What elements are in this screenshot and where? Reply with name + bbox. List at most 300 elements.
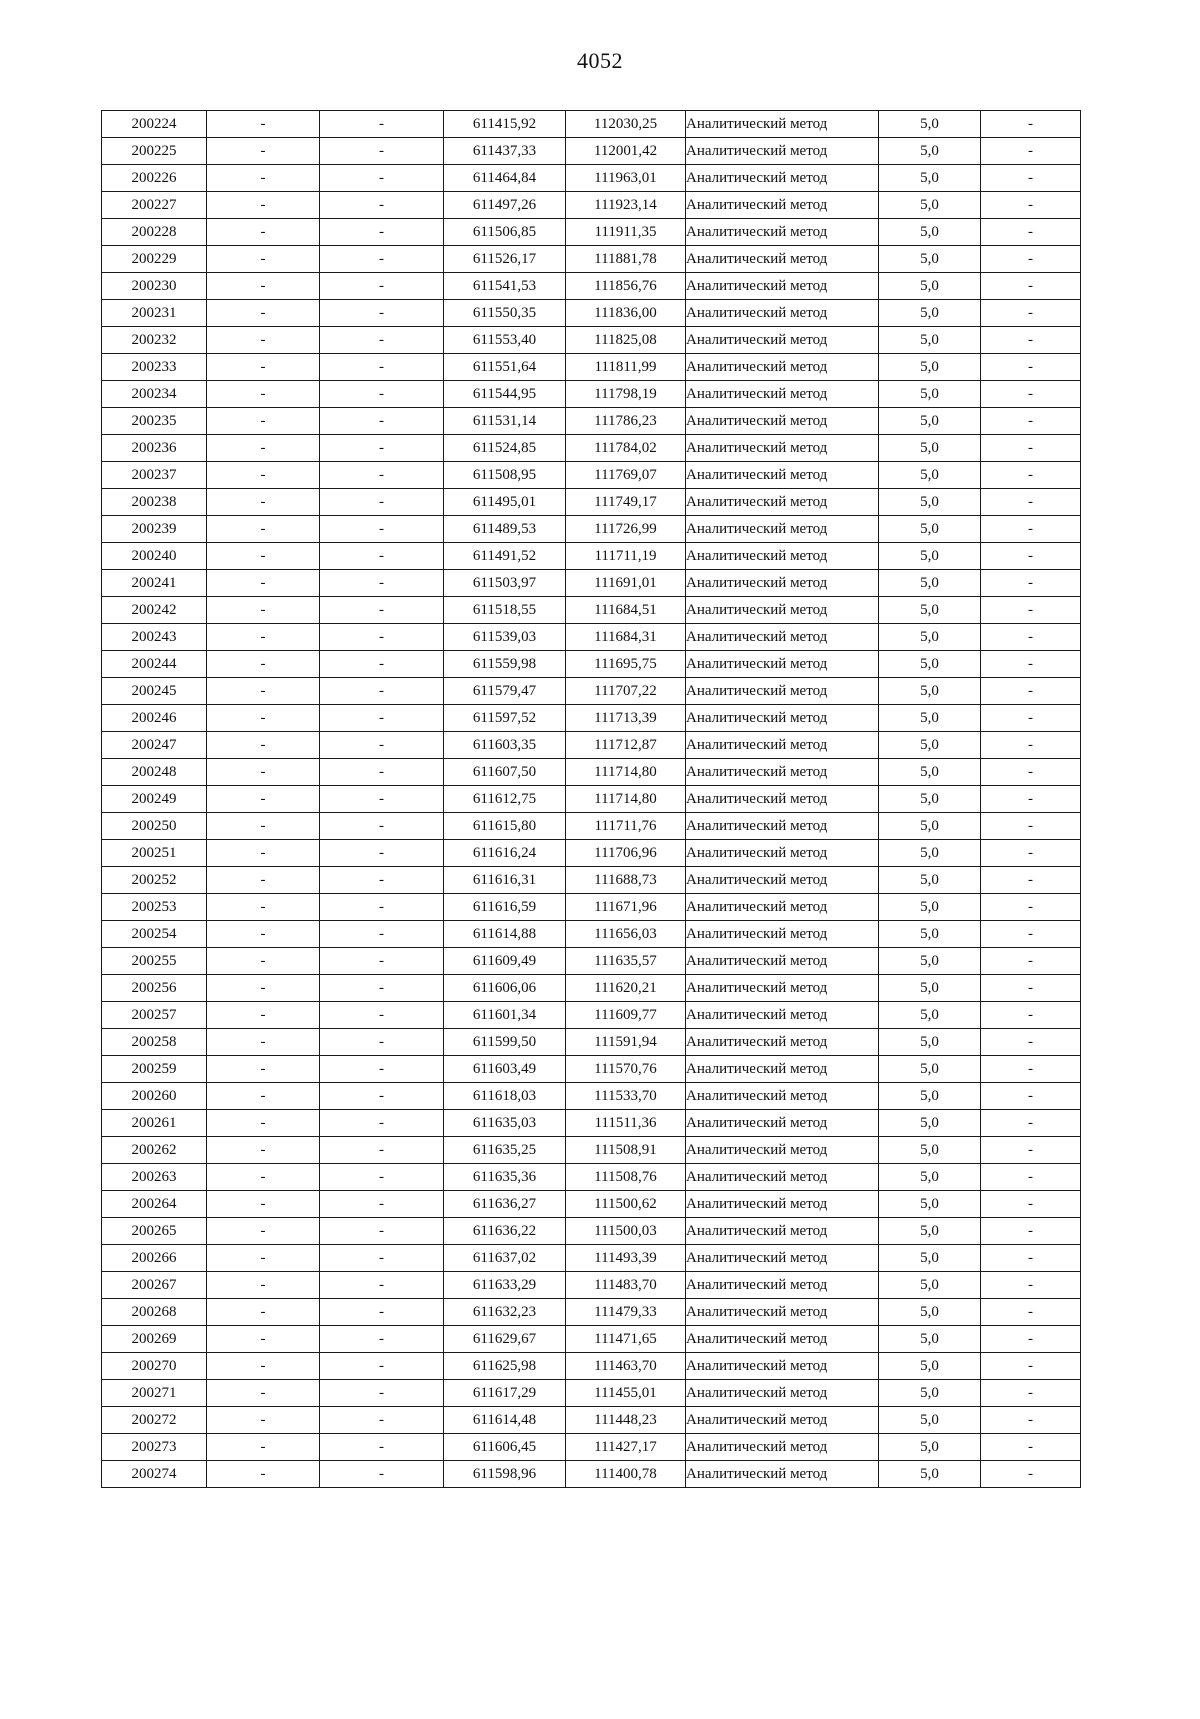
empty-cell-1: - <box>207 435 320 462</box>
empty-cell-1: - <box>207 300 320 327</box>
y-coordinate-cell: 111479,33 <box>566 1299 686 1326</box>
empty-cell-3: - <box>981 138 1081 165</box>
y-coordinate-cell: 111400,78 <box>566 1461 686 1488</box>
x-coordinate-cell: 611550,35 <box>444 300 566 327</box>
empty-cell-1: - <box>207 1218 320 1245</box>
empty-cell-3: - <box>981 1083 1081 1110</box>
y-coordinate-cell: 111570,76 <box>566 1056 686 1083</box>
point-id-cell: 200265 <box>102 1218 207 1245</box>
empty-cell-1: - <box>207 1407 320 1434</box>
method-cell: Аналитический метод <box>686 273 879 300</box>
x-coordinate-cell: 611579,47 <box>444 678 566 705</box>
x-coordinate-cell: 611497,26 <box>444 192 566 219</box>
table-row <box>102 138 1081 165</box>
method-cell: Аналитический метод <box>686 1164 879 1191</box>
empty-cell-2: - <box>320 516 444 543</box>
empty-cell-2: - <box>320 651 444 678</box>
empty-cell-2: - <box>320 1326 444 1353</box>
point-id-cell: 200256 <box>102 975 207 1002</box>
accuracy-cell: 5,0 <box>879 219 981 246</box>
point-id-cell: 200257 <box>102 1002 207 1029</box>
accuracy-cell: 5,0 <box>879 1380 981 1407</box>
empty-cell-2: - <box>320 1380 444 1407</box>
empty-cell-1: - <box>207 759 320 786</box>
empty-cell-3: - <box>981 165 1081 192</box>
accuracy-cell: 5,0 <box>879 975 981 1002</box>
y-coordinate-cell: 111856,76 <box>566 273 686 300</box>
point-id-cell: 200248 <box>102 759 207 786</box>
empty-cell-3: - <box>981 1380 1081 1407</box>
accuracy-cell: 5,0 <box>879 678 981 705</box>
point-id-cell: 200263 <box>102 1164 207 1191</box>
method-cell: Аналитический метод <box>686 1218 879 1245</box>
table-row <box>102 975 1081 1002</box>
y-coordinate-cell: 111798,19 <box>566 381 686 408</box>
empty-cell-3: - <box>981 1218 1081 1245</box>
accuracy-cell: 5,0 <box>879 111 981 138</box>
empty-cell-2: - <box>320 543 444 570</box>
x-coordinate-cell: 611495,01 <box>444 489 566 516</box>
accuracy-cell: 5,0 <box>879 543 981 570</box>
empty-cell-1: - <box>207 1056 320 1083</box>
x-coordinate-cell: 611625,98 <box>444 1353 566 1380</box>
y-coordinate-cell: 111427,17 <box>566 1434 686 1461</box>
x-coordinate-cell: 611503,97 <box>444 570 566 597</box>
x-coordinate-cell: 611601,34 <box>444 1002 566 1029</box>
x-coordinate-cell: 611559,98 <box>444 651 566 678</box>
x-coordinate-cell: 611612,75 <box>444 786 566 813</box>
y-coordinate-cell: 111695,75 <box>566 651 686 678</box>
empty-cell-3: - <box>981 192 1081 219</box>
method-cell: Аналитический метод <box>686 1056 879 1083</box>
point-id-cell: 200270 <box>102 1353 207 1380</box>
empty-cell-1: - <box>207 219 320 246</box>
method-cell: Аналитический метод <box>686 1380 879 1407</box>
table-row <box>102 1056 1081 1083</box>
table-row <box>102 408 1081 435</box>
empty-cell-3: - <box>981 570 1081 597</box>
empty-cell-2: - <box>320 327 444 354</box>
y-coordinate-cell: 111684,31 <box>566 624 686 651</box>
table-row <box>102 435 1081 462</box>
table-row <box>102 165 1081 192</box>
table-row <box>102 1299 1081 1326</box>
accuracy-cell: 5,0 <box>879 300 981 327</box>
table-row <box>102 813 1081 840</box>
method-cell: Аналитический метод <box>686 165 879 192</box>
point-id-cell: 200266 <box>102 1245 207 1272</box>
empty-cell-3: - <box>981 597 1081 624</box>
point-id-cell: 200242 <box>102 597 207 624</box>
empty-cell-3: - <box>981 678 1081 705</box>
method-cell: Аналитический метод <box>686 1326 879 1353</box>
point-id-cell: 200261 <box>102 1110 207 1137</box>
empty-cell-1: - <box>207 1083 320 1110</box>
x-coordinate-cell: 611437,33 <box>444 138 566 165</box>
method-cell: Аналитический метод <box>686 435 879 462</box>
point-id-cell: 200228 <box>102 219 207 246</box>
empty-cell-2: - <box>320 1461 444 1488</box>
empty-cell-1: - <box>207 246 320 273</box>
table-row <box>102 192 1081 219</box>
accuracy-cell: 5,0 <box>879 1434 981 1461</box>
empty-cell-1: - <box>207 1299 320 1326</box>
accuracy-cell: 5,0 <box>879 1245 981 1272</box>
empty-cell-3: - <box>981 1056 1081 1083</box>
method-cell: Аналитический метод <box>686 1083 879 1110</box>
empty-cell-1: - <box>207 1110 320 1137</box>
y-coordinate-cell: 111707,22 <box>566 678 686 705</box>
empty-cell-3: - <box>981 1272 1081 1299</box>
empty-cell-1: - <box>207 354 320 381</box>
empty-cell-3: - <box>981 1164 1081 1191</box>
point-id-cell: 200269 <box>102 1326 207 1353</box>
empty-cell-1: - <box>207 1137 320 1164</box>
empty-cell-1: - <box>207 597 320 624</box>
empty-cell-1: - <box>207 624 320 651</box>
method-cell: Аналитический метод <box>686 1137 879 1164</box>
method-cell: Аналитический метод <box>686 246 879 273</box>
empty-cell-3: - <box>981 543 1081 570</box>
table-row <box>102 867 1081 894</box>
table-row <box>102 1380 1081 1407</box>
accuracy-cell: 5,0 <box>879 435 981 462</box>
method-cell: Аналитический метод <box>686 705 879 732</box>
empty-cell-2: - <box>320 1083 444 1110</box>
table-row <box>102 543 1081 570</box>
empty-cell-3: - <box>981 462 1081 489</box>
x-coordinate-cell: 611518,55 <box>444 597 566 624</box>
empty-cell-1: - <box>207 1002 320 1029</box>
accuracy-cell: 5,0 <box>879 1056 981 1083</box>
table-row <box>102 732 1081 759</box>
empty-cell-1: - <box>207 516 320 543</box>
point-id-cell: 200233 <box>102 354 207 381</box>
table-row <box>102 273 1081 300</box>
point-id-cell: 200230 <box>102 273 207 300</box>
y-coordinate-cell: 111635,57 <box>566 948 686 975</box>
y-coordinate-cell: 111463,70 <box>566 1353 686 1380</box>
empty-cell-2: - <box>320 354 444 381</box>
point-id-cell: 200225 <box>102 138 207 165</box>
empty-cell-3: - <box>981 732 1081 759</box>
table-row <box>102 1245 1081 1272</box>
x-coordinate-cell: 611464,84 <box>444 165 566 192</box>
y-coordinate-cell: 111684,51 <box>566 597 686 624</box>
y-coordinate-cell: 111714,80 <box>566 759 686 786</box>
accuracy-cell: 5,0 <box>879 1029 981 1056</box>
empty-cell-2: - <box>320 273 444 300</box>
empty-cell-2: - <box>320 219 444 246</box>
empty-cell-2: - <box>320 759 444 786</box>
y-coordinate-cell: 111483,70 <box>566 1272 686 1299</box>
empty-cell-1: - <box>207 489 320 516</box>
empty-cell-1: - <box>207 192 320 219</box>
point-id-cell: 200254 <box>102 921 207 948</box>
empty-cell-3: - <box>981 894 1081 921</box>
empty-cell-2: - <box>320 894 444 921</box>
empty-cell-2: - <box>320 678 444 705</box>
empty-cell-3: - <box>981 1326 1081 1353</box>
x-coordinate-cell: 611489,53 <box>444 516 566 543</box>
empty-cell-3: - <box>981 813 1081 840</box>
y-coordinate-cell: 111811,99 <box>566 354 686 381</box>
empty-cell-3: - <box>981 624 1081 651</box>
method-cell: Аналитический метод <box>686 975 879 1002</box>
accuracy-cell: 5,0 <box>879 381 981 408</box>
empty-cell-1: - <box>207 1245 320 1272</box>
accuracy-cell: 5,0 <box>879 1137 981 1164</box>
table-row <box>102 921 1081 948</box>
method-cell: Аналитический метод <box>686 219 879 246</box>
table-row <box>102 327 1081 354</box>
table-row <box>102 1272 1081 1299</box>
empty-cell-3: - <box>981 1407 1081 1434</box>
method-cell: Аналитический метод <box>686 921 879 948</box>
method-cell: Аналитический метод <box>686 1245 879 1272</box>
table-row <box>102 489 1081 516</box>
table-row <box>102 1326 1081 1353</box>
y-coordinate-cell: 111688,73 <box>566 867 686 894</box>
x-coordinate-cell: 611598,96 <box>444 1461 566 1488</box>
method-cell: Аналитический метод <box>686 138 879 165</box>
point-id-cell: 200255 <box>102 948 207 975</box>
empty-cell-1: - <box>207 975 320 1002</box>
table-row <box>102 1407 1081 1434</box>
empty-cell-1: - <box>207 381 320 408</box>
x-coordinate-cell: 611551,64 <box>444 354 566 381</box>
accuracy-cell: 5,0 <box>879 1191 981 1218</box>
method-cell: Аналитический метод <box>686 1407 879 1434</box>
y-coordinate-cell: 111620,21 <box>566 975 686 1002</box>
x-coordinate-cell: 611603,49 <box>444 1056 566 1083</box>
empty-cell-2: - <box>320 840 444 867</box>
y-coordinate-cell: 111591,94 <box>566 1029 686 1056</box>
y-coordinate-cell: 111508,76 <box>566 1164 686 1191</box>
y-coordinate-cell: 111769,07 <box>566 462 686 489</box>
table-row <box>102 678 1081 705</box>
x-coordinate-cell: 611636,22 <box>444 1218 566 1245</box>
empty-cell-2: - <box>320 1245 444 1272</box>
empty-cell-2: - <box>320 1191 444 1218</box>
empty-cell-1: - <box>207 1353 320 1380</box>
y-coordinate-cell: 112030,25 <box>566 111 686 138</box>
x-coordinate-cell: 611618,03 <box>444 1083 566 1110</box>
point-id-cell: 200244 <box>102 651 207 678</box>
y-coordinate-cell: 111500,62 <box>566 1191 686 1218</box>
method-cell: Аналитический метод <box>686 354 879 381</box>
accuracy-cell: 5,0 <box>879 1272 981 1299</box>
empty-cell-1: - <box>207 921 320 948</box>
accuracy-cell: 5,0 <box>879 921 981 948</box>
table-row <box>102 1353 1081 1380</box>
empty-cell-1: - <box>207 732 320 759</box>
method-cell: Аналитический метод <box>686 624 879 651</box>
empty-cell-2: - <box>320 1056 444 1083</box>
point-id-cell: 200249 <box>102 786 207 813</box>
y-coordinate-cell: 111706,96 <box>566 840 686 867</box>
empty-cell-3: - <box>981 1299 1081 1326</box>
point-id-cell: 200274 <box>102 1461 207 1488</box>
empty-cell-3: - <box>981 354 1081 381</box>
table-row <box>102 300 1081 327</box>
empty-cell-3: - <box>981 408 1081 435</box>
x-coordinate-cell: 611616,59 <box>444 894 566 921</box>
empty-cell-2: - <box>320 921 444 948</box>
table-row <box>102 759 1081 786</box>
empty-cell-1: - <box>207 543 320 570</box>
table-row <box>102 219 1081 246</box>
table-row <box>102 840 1081 867</box>
method-cell: Аналитический метод <box>686 300 879 327</box>
accuracy-cell: 5,0 <box>879 192 981 219</box>
point-id-cell: 200238 <box>102 489 207 516</box>
empty-cell-3: - <box>981 219 1081 246</box>
empty-cell-2: - <box>320 705 444 732</box>
x-coordinate-cell: 611606,45 <box>444 1434 566 1461</box>
empty-cell-3: - <box>981 651 1081 678</box>
empty-cell-2: - <box>320 1407 444 1434</box>
x-coordinate-cell: 611599,50 <box>444 1029 566 1056</box>
x-coordinate-cell: 611531,14 <box>444 408 566 435</box>
method-cell: Аналитический метод <box>686 813 879 840</box>
accuracy-cell: 5,0 <box>879 624 981 651</box>
table-row <box>102 570 1081 597</box>
x-coordinate-cell: 611635,25 <box>444 1137 566 1164</box>
accuracy-cell: 5,0 <box>879 867 981 894</box>
accuracy-cell: 5,0 <box>879 1461 981 1488</box>
method-cell: Аналитический метод <box>686 732 879 759</box>
method-cell: Аналитический метод <box>686 1191 879 1218</box>
y-coordinate-cell: 111749,17 <box>566 489 686 516</box>
point-id-cell: 200241 <box>102 570 207 597</box>
accuracy-cell: 5,0 <box>879 462 981 489</box>
x-coordinate-cell: 611614,48 <box>444 1407 566 1434</box>
empty-cell-1: - <box>207 1191 320 1218</box>
method-cell: Аналитический метод <box>686 516 879 543</box>
empty-cell-1: - <box>207 165 320 192</box>
x-coordinate-cell: 611506,85 <box>444 219 566 246</box>
method-cell: Аналитический метод <box>686 327 879 354</box>
empty-cell-2: - <box>320 624 444 651</box>
method-cell: Аналитический метод <box>686 111 879 138</box>
table-row <box>102 705 1081 732</box>
empty-cell-1: - <box>207 1380 320 1407</box>
point-id-cell: 200239 <box>102 516 207 543</box>
y-coordinate-cell: 111711,19 <box>566 543 686 570</box>
y-coordinate-cell: 111923,14 <box>566 192 686 219</box>
accuracy-cell: 5,0 <box>879 570 981 597</box>
empty-cell-1: - <box>207 867 320 894</box>
y-coordinate-cell: 111656,03 <box>566 921 686 948</box>
empty-cell-1: - <box>207 1434 320 1461</box>
method-cell: Аналитический метод <box>686 894 879 921</box>
y-coordinate-cell: 111511,36 <box>566 1110 686 1137</box>
y-coordinate-cell: 111500,03 <box>566 1218 686 1245</box>
accuracy-cell: 5,0 <box>879 1002 981 1029</box>
accuracy-cell: 5,0 <box>879 894 981 921</box>
table-row <box>102 1083 1081 1110</box>
empty-cell-3: - <box>981 435 1081 462</box>
point-id-cell: 200237 <box>102 462 207 489</box>
accuracy-cell: 5,0 <box>879 1407 981 1434</box>
point-id-cell: 200245 <box>102 678 207 705</box>
x-coordinate-cell: 611508,95 <box>444 462 566 489</box>
accuracy-cell: 5,0 <box>879 1326 981 1353</box>
method-cell: Аналитический метод <box>686 1353 879 1380</box>
method-cell: Аналитический метод <box>686 570 879 597</box>
empty-cell-2: - <box>320 192 444 219</box>
empty-cell-2: - <box>320 975 444 1002</box>
x-coordinate-cell: 611597,52 <box>444 705 566 732</box>
empty-cell-2: - <box>320 435 444 462</box>
accuracy-cell: 5,0 <box>879 1164 981 1191</box>
empty-cell-2: - <box>320 462 444 489</box>
method-cell: Аналитический метод <box>686 597 879 624</box>
point-id-cell: 200234 <box>102 381 207 408</box>
method-cell: Аналитический метод <box>686 948 879 975</box>
y-coordinate-cell: 111471,65 <box>566 1326 686 1353</box>
x-coordinate-cell: 611603,35 <box>444 732 566 759</box>
table-row <box>102 1191 1081 1218</box>
empty-cell-2: - <box>320 1299 444 1326</box>
table-row <box>102 624 1081 651</box>
empty-cell-2: - <box>320 813 444 840</box>
table-row <box>102 651 1081 678</box>
point-id-cell: 200251 <box>102 840 207 867</box>
y-coordinate-cell: 111713,39 <box>566 705 686 732</box>
x-coordinate-cell: 611616,24 <box>444 840 566 867</box>
x-coordinate-cell: 611617,29 <box>444 1380 566 1407</box>
point-id-cell: 200260 <box>102 1083 207 1110</box>
empty-cell-1: - <box>207 1029 320 1056</box>
table-row <box>102 786 1081 813</box>
empty-cell-1: - <box>207 1164 320 1191</box>
x-coordinate-cell: 611491,52 <box>444 543 566 570</box>
point-id-cell: 200226 <box>102 165 207 192</box>
empty-cell-2: - <box>320 246 444 273</box>
x-coordinate-cell: 611541,53 <box>444 273 566 300</box>
empty-cell-3: - <box>981 1245 1081 1272</box>
empty-cell-3: - <box>981 975 1081 1002</box>
empty-cell-1: - <box>207 1461 320 1488</box>
coordinates-table <box>101 110 1081 1488</box>
empty-cell-1: - <box>207 138 320 165</box>
empty-cell-2: - <box>320 1002 444 1029</box>
method-cell: Аналитический метод <box>686 1110 879 1137</box>
empty-cell-3: - <box>981 1029 1081 1056</box>
accuracy-cell: 5,0 <box>879 138 981 165</box>
point-id-cell: 200273 <box>102 1434 207 1461</box>
x-coordinate-cell: 611629,67 <box>444 1326 566 1353</box>
accuracy-cell: 5,0 <box>879 759 981 786</box>
point-id-cell: 200227 <box>102 192 207 219</box>
accuracy-cell: 5,0 <box>879 786 981 813</box>
page-number: 4052 <box>577 48 623 73</box>
accuracy-cell: 5,0 <box>879 813 981 840</box>
point-id-cell: 200258 <box>102 1029 207 1056</box>
x-coordinate-cell: 611635,03 <box>444 1110 566 1137</box>
table-row <box>102 597 1081 624</box>
table-row <box>102 381 1081 408</box>
method-cell: Аналитический метод <box>686 759 879 786</box>
point-id-cell: 200271 <box>102 1380 207 1407</box>
empty-cell-1: - <box>207 570 320 597</box>
y-coordinate-cell: 111712,87 <box>566 732 686 759</box>
y-coordinate-cell: 111836,00 <box>566 300 686 327</box>
empty-cell-1: - <box>207 840 320 867</box>
empty-cell-2: - <box>320 1029 444 1056</box>
